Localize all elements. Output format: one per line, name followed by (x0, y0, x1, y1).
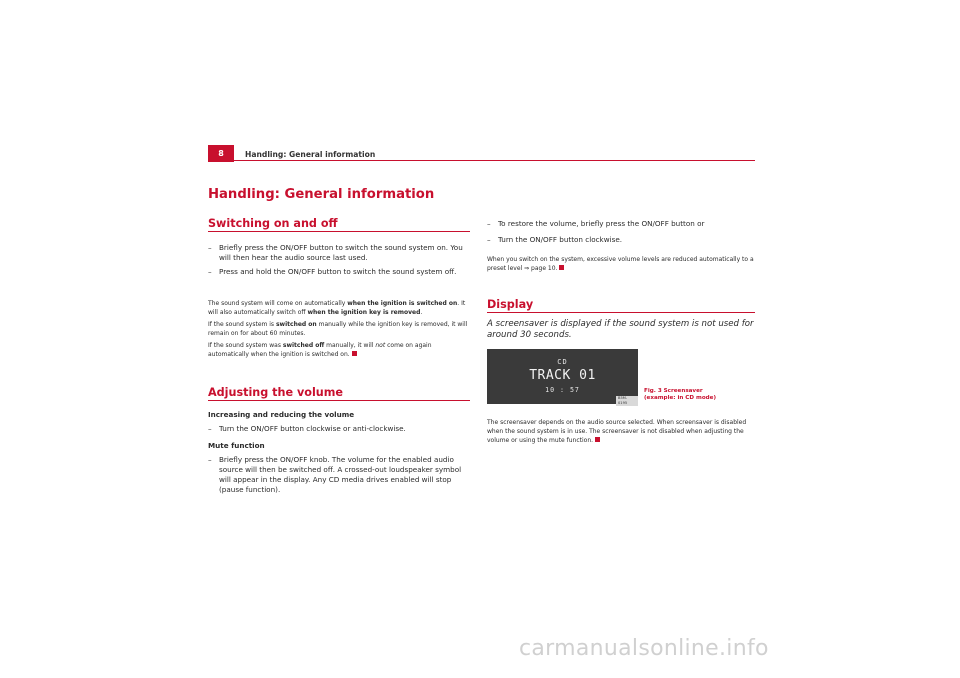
switching-notes (208, 299, 470, 362)
switching-steps (208, 243, 470, 277)
figure-caption-line: Fig. 3 Screensaver (644, 388, 703, 394)
step-text: Briefly press the ON/OFF button to switch the sound system on. You will then hear the audio source last used. (219, 243, 463, 262)
body-text: The screensaver depends on the audio source selected. When screensaver is disabled when the sound system is in use. The screensaver is not disabled when adjusting the volume or using the mute function. (487, 419, 747, 444)
section-rule (487, 312, 755, 313)
running-header: Handling: General information (245, 150, 376, 159)
section-rule (208, 400, 470, 401)
end-of-section-icon (595, 437, 600, 442)
section-title-volume: Adjusting the volume (208, 386, 343, 399)
list-item: – Briefly press the ON/OFF button to switch the sound system on. You will then hear the audio source last used. (208, 243, 463, 262)
screensaver-figure (487, 349, 638, 404)
subheading: Mute function (208, 441, 265, 450)
section-title-switching: Switching on and off (208, 217, 338, 230)
note-paragraph: If the sound system is switched on manually while the ignition key is removed, it will remain on for about 60 minutes. (208, 321, 468, 337)
step-text: Turn the ON/OFF button clockwise or anti-clockwise. (219, 424, 406, 433)
subheading: Increasing and reducing the volume (208, 410, 355, 419)
list-item: – To restore the volume, briefly press the ON/OFF button or (487, 219, 705, 228)
end-of-section-icon (352, 351, 357, 356)
step-text: Briefly press the ON/OFF knob. The volume for the enabled audio source will then be switched off. A crossed-out loudspeaker symbol will appear in the display. Any CD media drives enabled will stop (pause function). (219, 455, 462, 494)
volume-note (487, 255, 755, 273)
figure-code-label: B5M-0195 (616, 396, 638, 406)
list-item: – Press and hold the ON/OFF button to switch the sound system off. (208, 267, 457, 276)
restore-steps (487, 219, 755, 245)
chapter-title: Handling: General information (208, 187, 435, 202)
watermark: carmanualsonline.info (519, 636, 769, 661)
step-text: To restore the volume, briefly press the ON/OFF button or (498, 219, 705, 228)
volume-content (208, 410, 470, 495)
display-intro: A screensaver is displayed if the sound system is not used for around 30 seconds. (487, 319, 754, 340)
list-item: – Briefly press the ON/OFF knob. The volume for the enabled audio source will then be switched off. A crossed-out loudspeaker symbol will appear in the display. Any CD media drives enabled will stop (pause function). (208, 455, 462, 494)
note-paragraph: If the sound system was switched off manually, it will not come on again automatically when the ignition is switched on. (208, 342, 432, 358)
note-paragraph: The sound system will come on automatically when the ignition is switched on. It will also automatically switch off when the ignition key is removed. (208, 300, 466, 316)
figure-caption (644, 388, 716, 402)
step-text: Press and hold the ON/OFF button to switch the sound system off. (219, 267, 457, 276)
section-rule (208, 231, 470, 232)
page-number-tab: 8 (208, 145, 234, 162)
screen-time-label: 10 : 57 (545, 386, 580, 394)
display-body (487, 418, 755, 445)
figure-caption-line: (example: in CD mode) (644, 395, 717, 401)
header-rule (234, 160, 755, 161)
screen-track-label: TRACK 01 (529, 368, 596, 383)
section-title-display: Display (487, 298, 534, 311)
step-text: Turn the ON/OFF button clockwise. (498, 235, 623, 244)
screen-source-label: CD (557, 358, 568, 366)
list-item: – Turn the ON/OFF button clockwise. (487, 235, 623, 244)
end-of-section-icon (559, 265, 564, 270)
list-item: – Turn the ON/OFF button clockwise or anti-clockwise. (208, 424, 406, 433)
note-text: When you switch on the system, excessive volume levels are reduced automatically to a preset level ⇒ page 10. (487, 256, 754, 272)
